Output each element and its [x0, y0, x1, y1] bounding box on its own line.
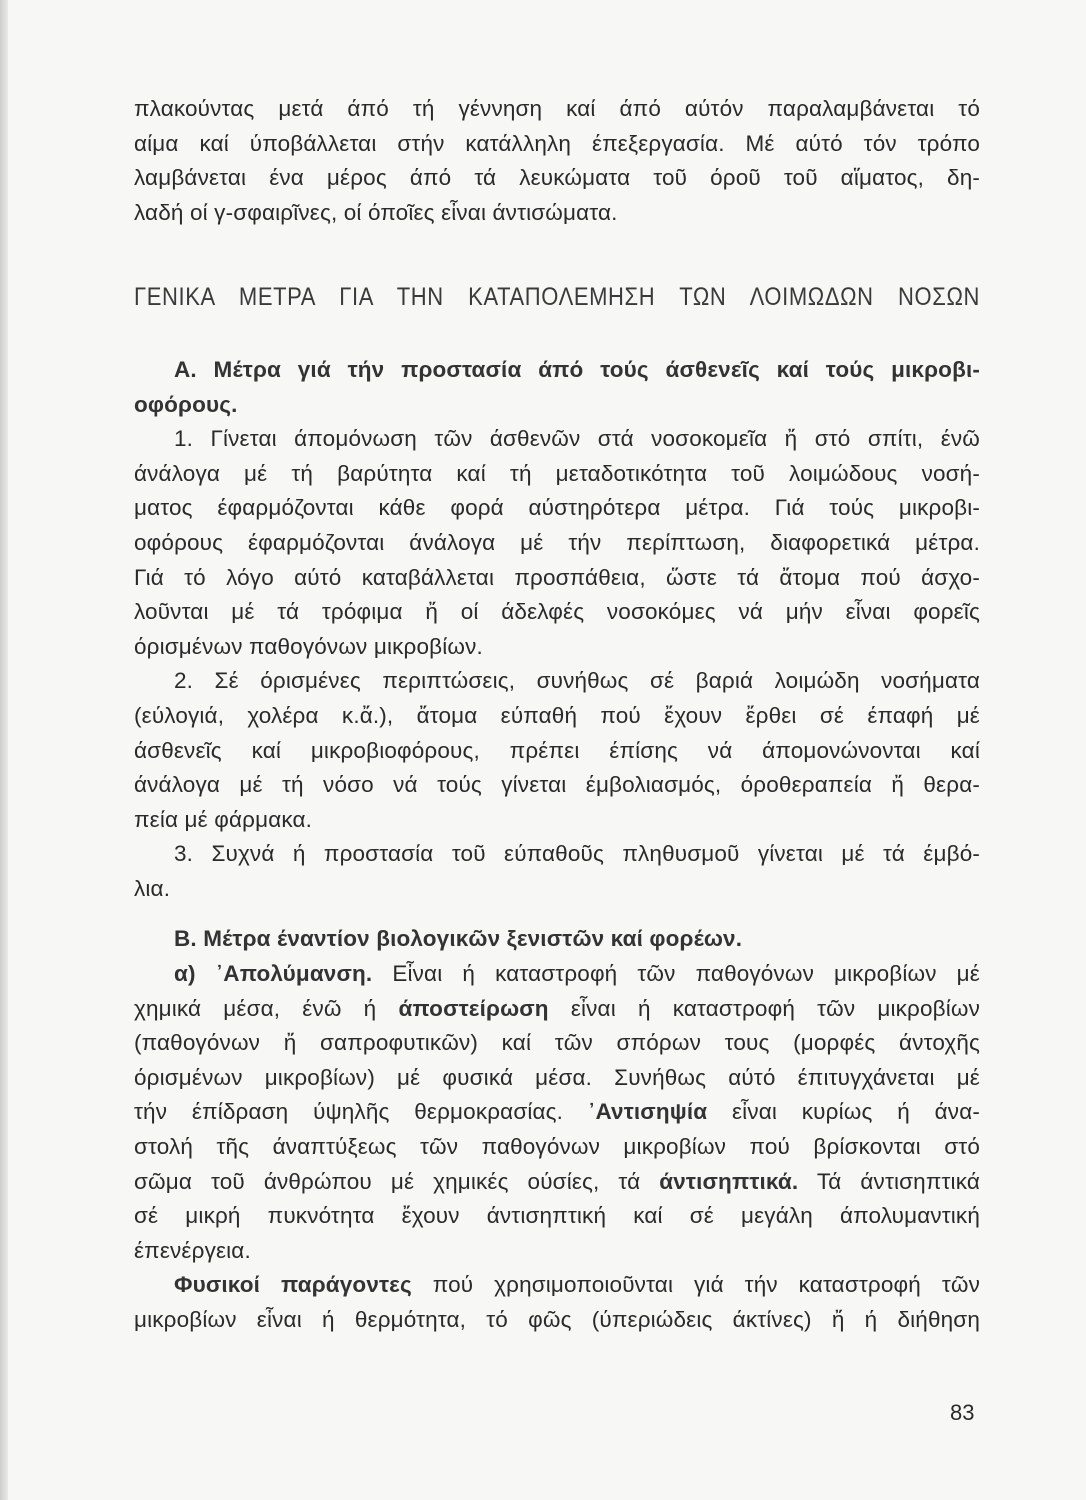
text-span: πού χρησιμοποιοῦνται γιά τήν καταστροφή τῶν — [411, 1272, 981, 1298]
text-line: 1. Γίνεται άπομόνωση τῶν άσθενῶν στά νοσοκομεῖα ἤ στό σπίτι, ένῶ — [174, 426, 980, 452]
text-line: στολή τῆς άναπτύξεως τῶν παθογόνων μικροβίων πού βρίσκονται στό — [134, 1134, 980, 1160]
disinfection-paragraph — [134, 957, 980, 1268]
text-line: έπενέργεια. — [134, 1237, 251, 1263]
term-sterilization: άποστείρωση — [398, 995, 549, 1021]
section-b-title: Β. Μέτρα έναντίον βιολογικῶν ξενιστῶν καί φορέων. — [174, 926, 743, 952]
text-line: άνάλογα μέ τή νόσο νά τούς γίνεται έμβολιασμός, όροθεραπεία ἤ θερα- — [134, 772, 980, 798]
text-line: Γιά τό λόγο αύτό καταβάλλεται προσπάθεια, ὥστε τά ἄτομα πού άσχο- — [134, 564, 980, 590]
text-line: άνάλογα μέ τή βαρύτητα καί τή μεταδοτικότητα τοῦ λοιμώδους νοσή- — [134, 460, 980, 486]
text-line — [134, 1268, 980, 1303]
term-antisepsis: ᾿Αντισηψία — [587, 1099, 708, 1125]
page-binding-edge — [0, 0, 8, 1500]
text-line: λια. — [134, 875, 171, 901]
text-line: 3. Συχνά ή προστασία τοῦ εύπαθοῦς πληθυσμοῦ γίνεται μέ τά έμβό- — [174, 841, 980, 867]
physical-factors-paragraph — [134, 1268, 980, 1337]
text-line: πλακούντας μετά άπό τή γέννηση καί άπό αύτόν παραλαμβάνεται τό — [134, 96, 980, 121]
text-line: λοῦνται μέ τά τρόφιμα ἤ οί άδελφές νοσοκόμες νά μήν εἶναι φορεῖς — [134, 599, 980, 625]
section-heading: ΓΕΝΙΚΑ ΜΕΤΡΑ ΓΙΑ ΤΗΝ ΚΑΤΑΠΟΛΕΜΗΣΗ ΤΩΝ ΛΟΙΜΩΔΩΝ ΝΟΣΩΝ — [134, 282, 980, 311]
item-1 — [134, 422, 980, 664]
text-line — [134, 957, 980, 992]
text-span: εἶναι κυρίως ή άνα- — [707, 1099, 980, 1125]
term-disinfection: α) ᾿Απολύμανση. — [174, 961, 373, 987]
text-span: Εἶναι ή καταστροφή τῶν παθογόνων μικροβίων μέ — [372, 961, 980, 987]
text-span: εἶναι ή καταστροφή τῶν μικροβίων — [548, 995, 980, 1021]
page-number: 83 — [950, 1400, 975, 1425]
text-line: λαμβάνεται ένα μέρος άπό τά λευκώματα τοῦ όροῦ τοῦ αἵματος, δη- — [134, 165, 980, 191]
book-page — [134, 92, 980, 1338]
section-a-title: Α. Μέτρα γιά τήν προστασία άπό τούς άσθενεῖς καί τούς μικροβι- — [174, 356, 980, 382]
term-antiseptics: άντισηπτικά. — [659, 1168, 799, 1194]
text-span: Τά άντισηπτικά — [798, 1168, 980, 1194]
text-line: μικροβίων εἶναι ή θερμότητα, τό φῶς (ύπεριώδεις άκτίνες) ἤ ή διήθηση — [134, 1307, 980, 1332]
text-line: οφόρους έφαρμόζονται άνάλογα μέ τήν περίπτωση, διαφορετικά μέτρα. — [134, 529, 980, 555]
text-span: χημικά μέσα, ένῶ ή — [134, 995, 399, 1021]
text-span: σῶμα τοῦ άνθρώπου μέ χημικές ούσίες, τά — [134, 1168, 660, 1194]
text-line: (παθογόνων ἤ σαπροφυτικῶν) καί τῶν σπόρων τους (μορφές άντοχῆς — [134, 1030, 980, 1056]
text-line — [134, 1095, 980, 1130]
text-line: 2. Σέ όρισμένες περιπτώσεις, συνήθως σέ βαριά λοιμώδη νοσήματα — [174, 668, 980, 694]
text-line — [134, 1165, 980, 1200]
text-span: τήν έπίδραση ύψηλῆς θερμοκρασίας. — [134, 1099, 588, 1125]
section-b — [134, 922, 980, 1337]
text-line: όρισμένων παθογόνων μικροβίων. — [134, 633, 483, 659]
item-3 — [134, 837, 980, 906]
term-physical-factors: Φυσικοί παράγοντες — [174, 1272, 412, 1298]
intro-paragraph — [134, 92, 980, 230]
text-line: λαδή οί γ-σφαιρῖνες, οί όποῖες εἶναι άντισώματα. — [134, 199, 618, 225]
text-line: όρισμένων μικροβίων) μέ φυσικά μέσα. Συνήθως αύτό έπιτυγχάνεται μέ — [134, 1064, 980, 1090]
text-line: σέ μικρή πυκνότητα ἔχουν άντισηπτική καί σέ μεγάλη άπολυμαντική — [134, 1203, 980, 1229]
text-line: αίμα καί ύποβάλλεται στήν κατάλληλη έπεξεργασία. Μέ αύτό τόν τρόπο — [134, 130, 980, 156]
text-line: ματος έφαρμόζονται κάθε φορά αύστηρότερα μέτρα. Γιά τούς μικροβι- — [134, 495, 980, 521]
text-line: πεία μέ φάρμακα. — [134, 806, 313, 832]
section-a-title-cont: οφόρους. — [134, 391, 238, 417]
section-a — [134, 353, 980, 907]
text-line — [134, 992, 980, 1027]
item-2 — [134, 664, 980, 837]
text-line: (εύλογιά, χολέρα κ.ἄ.), ἄτομα εύπαθή πού ἔχουν ἔρθει σέ έπαφή μέ — [134, 702, 980, 728]
text-line: άσθενεῖς καί μικροβιοφόρους, πρέπει έπίσης νά άπομονώνονται καί — [134, 737, 980, 763]
